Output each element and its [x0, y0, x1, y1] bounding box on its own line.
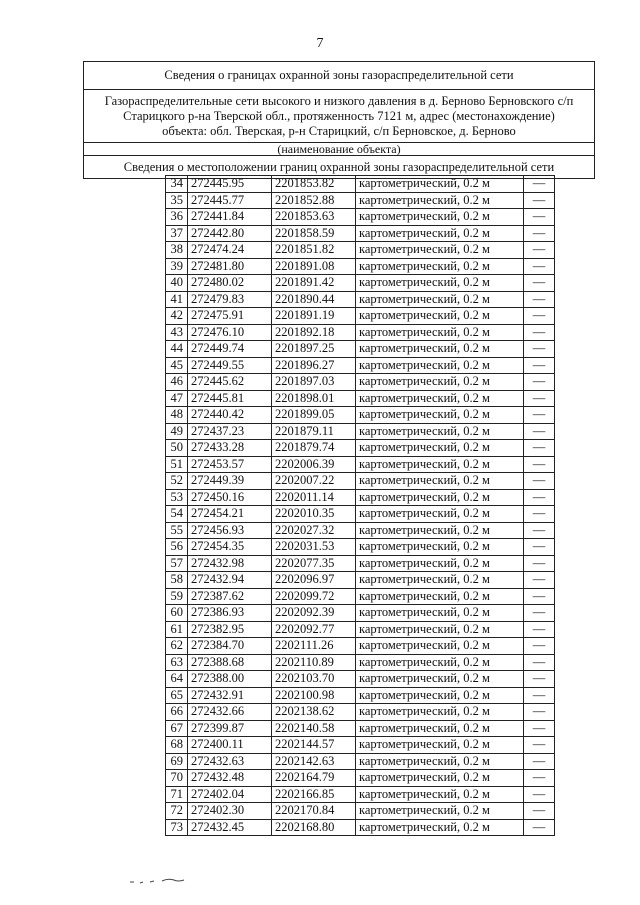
coordinate-x-cell: 272388.00 — [188, 671, 272, 688]
point-number-cell: 63 — [166, 654, 188, 671]
table-row — [166, 308, 555, 325]
point-number-cell: 69 — [166, 753, 188, 770]
determination-method-cell: картометрический, 0.2 м — [356, 654, 524, 671]
point-number-cell: 68 — [166, 737, 188, 754]
determination-method-cell: картометрический, 0.2 м — [356, 275, 524, 292]
table-row — [166, 390, 555, 407]
document-title: Сведения о границах охранной зоны газораспределительной сети — [84, 62, 595, 90]
point-description-cell: — — [524, 539, 555, 556]
table-row — [166, 225, 555, 242]
determination-method-cell: картометрический, 0.2 м — [356, 753, 524, 770]
coordinate-y-cell: 2202031.53 — [272, 539, 356, 556]
coordinate-y-cell: 2202096.97 — [272, 572, 356, 589]
header-table — [83, 61, 595, 179]
point-number-cell: 52 — [166, 473, 188, 490]
table-row — [166, 786, 555, 803]
table-row — [166, 539, 555, 556]
point-description-cell: — — [524, 473, 555, 490]
point-number-cell: 39 — [166, 258, 188, 275]
point-number-cell: 46 — [166, 374, 188, 391]
table-row — [166, 357, 555, 374]
coordinate-x-cell: 272445.62 — [188, 374, 272, 391]
coordinate-x-cell: 272449.39 — [188, 473, 272, 490]
determination-method-cell: картометрический, 0.2 м — [356, 720, 524, 737]
determination-method-cell: картометрический, 0.2 м — [356, 407, 524, 424]
point-number-cell: 71 — [166, 786, 188, 803]
determination-method-cell: картометрический, 0.2 м — [356, 308, 524, 325]
point-number-cell: 59 — [166, 588, 188, 605]
point-description-cell: — — [524, 522, 555, 539]
point-description-cell: — — [524, 291, 555, 308]
table-row — [166, 489, 555, 506]
determination-method-cell: картометрический, 0.2 м — [356, 258, 524, 275]
determination-method-cell: картометрический, 0.2 м — [356, 225, 524, 242]
point-number-cell: 65 — [166, 687, 188, 704]
determination-method-cell: картометрический, 0.2 м — [356, 489, 524, 506]
determination-method-cell: картометрический, 0.2 м — [356, 803, 524, 820]
coordinate-x-cell: 272454.21 — [188, 506, 272, 523]
table-row — [166, 753, 555, 770]
determination-method-cell: картометрический, 0.2 м — [356, 176, 524, 193]
determination-method-cell: картометрический, 0.2 м — [356, 423, 524, 440]
table-row — [166, 621, 555, 638]
coordinate-x-cell: 272400.11 — [188, 737, 272, 754]
coordinate-x-cell: 272480.02 — [188, 275, 272, 292]
point-description-cell: — — [524, 192, 555, 209]
point-description-cell: — — [524, 423, 555, 440]
point-description-cell: — — [524, 720, 555, 737]
coordinate-y-cell: 2202027.32 — [272, 522, 356, 539]
table-row — [166, 473, 555, 490]
coordinate-y-cell: 2201879.11 — [272, 423, 356, 440]
coordinate-x-cell: 272454.35 — [188, 539, 272, 556]
coordinate-y-cell: 2201858.59 — [272, 225, 356, 242]
coordinate-y-cell: 2201899.05 — [272, 407, 356, 424]
coordinate-x-cell: 272432.45 — [188, 819, 272, 836]
table-row — [166, 687, 555, 704]
point-number-cell: 42 — [166, 308, 188, 325]
point-description-cell: — — [524, 621, 555, 638]
determination-method-cell: картометрический, 0.2 м — [356, 456, 524, 473]
coordinate-y-cell: 2202010.35 — [272, 506, 356, 523]
point-description-cell: — — [524, 506, 555, 523]
coordinate-x-cell: 272387.62 — [188, 588, 272, 605]
object-description — [84, 90, 595, 143]
coordinate-x-cell: 272432.91 — [188, 687, 272, 704]
point-description-cell: — — [524, 275, 555, 292]
point-description-cell: — — [524, 687, 555, 704]
coordinate-y-cell: 2201891.42 — [272, 275, 356, 292]
table-row — [166, 275, 555, 292]
table-row — [166, 737, 555, 754]
table-row — [166, 522, 555, 539]
determination-method-cell: картометрический, 0.2 м — [356, 687, 524, 704]
point-description-cell: — — [524, 588, 555, 605]
coordinate-x-cell: 272437.23 — [188, 423, 272, 440]
table-row — [166, 572, 555, 589]
coordinate-y-cell: 2201892.18 — [272, 324, 356, 341]
coordinate-y-cell: 2202166.85 — [272, 786, 356, 803]
point-description-cell: — — [524, 341, 555, 358]
coordinate-x-cell: 272432.66 — [188, 704, 272, 721]
page-number: 7 — [316, 36, 324, 51]
coordinate-y-cell: 2202168.80 — [272, 819, 356, 836]
point-number-cell: 36 — [166, 209, 188, 226]
point-number-cell: 41 — [166, 291, 188, 308]
table-row — [166, 588, 555, 605]
coordinate-y-cell: 2202140.58 — [272, 720, 356, 737]
point-description-cell: — — [524, 374, 555, 391]
determination-method-cell: картометрический, 0.2 м — [356, 819, 524, 836]
coordinate-x-cell: 272388.68 — [188, 654, 272, 671]
point-number-cell: 64 — [166, 671, 188, 688]
point-description-cell: — — [524, 489, 555, 506]
coordinate-y-cell: 2202077.35 — [272, 555, 356, 572]
point-number-cell: 48 — [166, 407, 188, 424]
coordinate-x-cell: 272445.77 — [188, 192, 272, 209]
coordinate-x-cell: 272476.10 — [188, 324, 272, 341]
point-description-cell: — — [524, 770, 555, 787]
coordinate-x-cell: 272432.94 — [188, 572, 272, 589]
determination-method-cell: картометрический, 0.2 м — [356, 522, 524, 539]
point-number-cell: 43 — [166, 324, 188, 341]
coordinate-y-cell: 2202144.57 — [272, 737, 356, 754]
coordinate-y-cell: 2201897.25 — [272, 341, 356, 358]
point-number-cell: 67 — [166, 720, 188, 737]
coordinate-y-cell: 2201896.27 — [272, 357, 356, 374]
coordinate-y-cell: 2202111.26 — [272, 638, 356, 655]
object-line-3: объекта: обл. Тверская, р-н Старицкий, с/п Берновское, д. Берново — [162, 124, 516, 138]
determination-method-cell: картометрический, 0.2 м — [356, 506, 524, 523]
coordinate-x-cell: 272453.57 — [188, 456, 272, 473]
coordinate-x-cell: 272432.48 — [188, 770, 272, 787]
coordinate-x-cell: 272445.81 — [188, 390, 272, 407]
coordinate-y-cell: 2202007.22 — [272, 473, 356, 490]
coordinate-y-cell: 2201898.01 — [272, 390, 356, 407]
point-number-cell: 44 — [166, 341, 188, 358]
point-number-cell: 61 — [166, 621, 188, 638]
table-row — [166, 258, 555, 275]
coordinate-x-cell: 272449.74 — [188, 341, 272, 358]
coordinate-y-cell: 2202099.72 — [272, 588, 356, 605]
coordinate-y-cell: 2202138.62 — [272, 704, 356, 721]
point-description-cell: — — [524, 357, 555, 374]
determination-method-cell: картометрический, 0.2 м — [356, 440, 524, 457]
coordinate-x-cell: 272432.63 — [188, 753, 272, 770]
determination-method-cell: картометрический, 0.2 м — [356, 539, 524, 556]
determination-method-cell: картометрический, 0.2 м — [356, 242, 524, 259]
point-description-cell: — — [524, 654, 555, 671]
coordinates-table-body — [166, 176, 555, 836]
object-caption: (наименование объекта) — [84, 143, 595, 156]
table-row — [166, 456, 555, 473]
point-description-cell: — — [524, 456, 555, 473]
determination-method-cell: картометрический, 0.2 м — [356, 671, 524, 688]
determination-method-cell: картометрический, 0.2 м — [356, 390, 524, 407]
point-number-cell: 54 — [166, 506, 188, 523]
determination-method-cell: картометрический, 0.2 м — [356, 473, 524, 490]
point-number-cell: 73 — [166, 819, 188, 836]
coordinate-y-cell: 2202100.98 — [272, 687, 356, 704]
coordinates-table — [165, 175, 555, 836]
coordinate-x-cell: 272442.80 — [188, 225, 272, 242]
point-number-cell: 49 — [166, 423, 188, 440]
coordinate-x-cell: 272450.16 — [188, 489, 272, 506]
point-description-cell: — — [524, 390, 555, 407]
table-row — [166, 192, 555, 209]
coordinate-y-cell: 2201891.08 — [272, 258, 356, 275]
coordinate-y-cell: 2202142.63 — [272, 753, 356, 770]
table-row — [166, 671, 555, 688]
determination-method-cell: картометрический, 0.2 м — [356, 291, 524, 308]
coordinate-y-cell: 2202103.70 — [272, 671, 356, 688]
pen-mark — [128, 868, 208, 888]
point-number-cell: 38 — [166, 242, 188, 259]
table-row — [166, 605, 555, 622]
coordinate-y-cell: 2202170.84 — [272, 803, 356, 820]
point-description-cell: — — [524, 803, 555, 820]
point-description-cell: — — [524, 819, 555, 836]
table-row — [166, 803, 555, 820]
coordinate-x-cell: 272479.83 — [188, 291, 272, 308]
coordinate-y-cell: 2201853.82 — [272, 176, 356, 193]
coordinate-x-cell: 272386.93 — [188, 605, 272, 622]
point-description-cell: — — [524, 786, 555, 803]
determination-method-cell: картометрический, 0.2 м — [356, 374, 524, 391]
point-number-cell: 50 — [166, 440, 188, 457]
determination-method-cell: картометрический, 0.2 м — [356, 192, 524, 209]
point-number-cell: 56 — [166, 539, 188, 556]
point-number-cell: 72 — [166, 803, 188, 820]
coordinate-y-cell: 2201853.63 — [272, 209, 356, 226]
table-row — [166, 176, 555, 193]
point-description-cell: — — [524, 440, 555, 457]
table-row — [166, 423, 555, 440]
table-row — [166, 638, 555, 655]
point-number-cell: 45 — [166, 357, 188, 374]
point-number-cell: 37 — [166, 225, 188, 242]
point-number-cell: 51 — [166, 456, 188, 473]
table-row — [166, 770, 555, 787]
determination-method-cell: картометрический, 0.2 м — [356, 555, 524, 572]
determination-method-cell: картометрический, 0.2 м — [356, 341, 524, 358]
coordinate-x-cell: 272402.04 — [188, 786, 272, 803]
coordinate-y-cell: 2202006.39 — [272, 456, 356, 473]
point-number-cell: 34 — [166, 176, 188, 193]
point-number-cell: 70 — [166, 770, 188, 787]
section-title: Сведения о местоположении границ охранной зоны газораспределительной сети — [84, 156, 595, 179]
coordinate-x-cell: 272433.28 — [188, 440, 272, 457]
point-description-cell: — — [524, 555, 555, 572]
determination-method-cell: картометрический, 0.2 м — [356, 324, 524, 341]
coordinate-x-cell: 272456.93 — [188, 522, 272, 539]
coordinate-y-cell: 2201891.19 — [272, 308, 356, 325]
coordinate-x-cell: 272474.24 — [188, 242, 272, 259]
determination-method-cell: картометрический, 0.2 м — [356, 209, 524, 226]
coordinate-x-cell: 272399.87 — [188, 720, 272, 737]
point-number-cell: 47 — [166, 390, 188, 407]
point-description-cell: — — [524, 753, 555, 770]
point-description-cell: — — [524, 671, 555, 688]
point-number-cell: 35 — [166, 192, 188, 209]
point-description-cell: — — [524, 737, 555, 754]
point-description-cell: — — [524, 258, 555, 275]
point-number-cell: 40 — [166, 275, 188, 292]
table-row — [166, 720, 555, 737]
point-number-cell: 62 — [166, 638, 188, 655]
point-description-cell: — — [524, 638, 555, 655]
point-description-cell: — — [524, 308, 555, 325]
point-number-cell: 60 — [166, 605, 188, 622]
determination-method-cell: картометрический, 0.2 м — [356, 621, 524, 638]
table-row — [166, 242, 555, 259]
coordinate-x-cell: 272440.42 — [188, 407, 272, 424]
determination-method-cell: картометрический, 0.2 м — [356, 770, 524, 787]
point-description-cell: — — [524, 176, 555, 193]
object-line-2: Старицкого р-на Тверской обл., протяженность 7121 м, адрес (местонахождение) — [123, 109, 555, 123]
table-row — [166, 209, 555, 226]
coordinate-x-cell: 272475.91 — [188, 308, 272, 325]
table-row — [166, 407, 555, 424]
determination-method-cell: картометрический, 0.2 м — [356, 357, 524, 374]
coordinate-x-cell: 272441.84 — [188, 209, 272, 226]
coordinate-x-cell: 272481.80 — [188, 258, 272, 275]
coordinate-x-cell: 272432.98 — [188, 555, 272, 572]
point-description-cell: — — [524, 209, 555, 226]
point-description-cell: — — [524, 704, 555, 721]
table-row — [166, 704, 555, 721]
table-row — [166, 506, 555, 523]
point-description-cell: — — [524, 407, 555, 424]
coordinate-y-cell: 2202092.77 — [272, 621, 356, 638]
point-number-cell: 55 — [166, 522, 188, 539]
determination-method-cell: картометрический, 0.2 м — [356, 572, 524, 589]
determination-method-cell: картометрический, 0.2 м — [356, 638, 524, 655]
point-number-cell: 57 — [166, 555, 188, 572]
point-description-cell: — — [524, 324, 555, 341]
coordinate-y-cell: 2201897.03 — [272, 374, 356, 391]
determination-method-cell: картометрический, 0.2 м — [356, 588, 524, 605]
point-number-cell: 66 — [166, 704, 188, 721]
table-row — [166, 440, 555, 457]
point-description-cell: — — [524, 225, 555, 242]
point-description-cell: — — [524, 572, 555, 589]
point-number-cell: 53 — [166, 489, 188, 506]
coordinate-y-cell: 2201852.88 — [272, 192, 356, 209]
table-row — [166, 341, 555, 358]
coordinate-x-cell: 272445.95 — [188, 176, 272, 193]
table-row — [166, 654, 555, 671]
table-row — [166, 555, 555, 572]
determination-method-cell: картометрический, 0.2 м — [356, 605, 524, 622]
table-row — [166, 819, 555, 836]
point-description-cell: — — [524, 242, 555, 259]
table-row — [166, 324, 555, 341]
coordinate-x-cell: 272384.70 — [188, 638, 272, 655]
coordinate-y-cell: 2202164.79 — [272, 770, 356, 787]
point-description-cell: — — [524, 605, 555, 622]
coordinate-y-cell: 2201851.82 — [272, 242, 356, 259]
coordinate-x-cell: 272449.55 — [188, 357, 272, 374]
coordinate-y-cell: 2202011.14 — [272, 489, 356, 506]
coordinate-y-cell: 2201890.44 — [272, 291, 356, 308]
coordinate-y-cell: 2202110.89 — [272, 654, 356, 671]
coordinate-y-cell: 2201879.74 — [272, 440, 356, 457]
object-line-1: Газораспределительные сети высокого и низкого давления в д. Берново Берновского с/п — [104, 94, 574, 108]
determination-method-cell: картометрический, 0.2 м — [356, 737, 524, 754]
point-number-cell: 58 — [166, 572, 188, 589]
determination-method-cell: картометрический, 0.2 м — [356, 704, 524, 721]
table-row — [166, 291, 555, 308]
coordinate-x-cell: 272382.95 — [188, 621, 272, 638]
table-row — [166, 374, 555, 391]
coordinate-y-cell: 2202092.39 — [272, 605, 356, 622]
coordinate-x-cell: 272402.30 — [188, 803, 272, 820]
determination-method-cell: картометрический, 0.2 м — [356, 786, 524, 803]
